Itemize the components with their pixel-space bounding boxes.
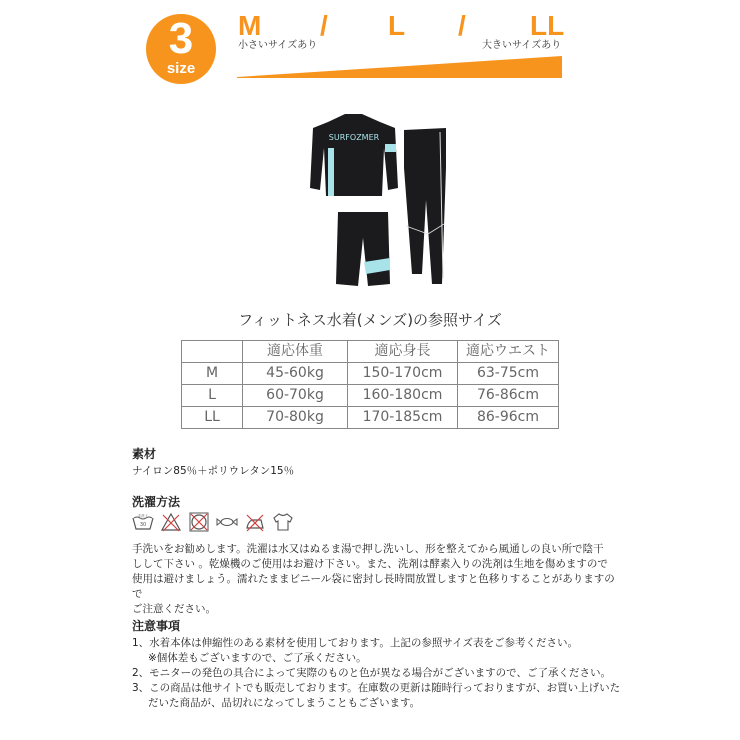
header-cell bbox=[182, 341, 243, 363]
size-m: M bbox=[238, 10, 262, 41]
no-iron-icon bbox=[244, 512, 266, 532]
weight-cell: 45-60kg bbox=[243, 363, 348, 385]
header-cell-height: 適応身長 bbox=[348, 341, 458, 363]
note-item: ※個体差もございますので、ご了承ください。 bbox=[148, 652, 367, 664]
badge-label: size bbox=[166, 60, 196, 77]
height-cell: 170-185cm bbox=[348, 407, 458, 429]
swimsuit-set-image bbox=[300, 108, 450, 298]
washing-heading: 洗濯方法 bbox=[132, 495, 181, 509]
table-header-row bbox=[182, 341, 559, 363]
washing-line: 手洗いをお勧めします。洗濯は水又はぬるま湯で押し洗いし、形を整えてから風通しの良い所で陰干 bbox=[132, 543, 604, 555]
weight-cell: 60-70kg bbox=[243, 385, 348, 407]
note-item: 1、水着本体は伸縮性のある素材を使用しております。上記の参照サイズ表をご参考ください。 bbox=[132, 637, 578, 649]
no-bleach-icon bbox=[160, 512, 182, 532]
size-ll: LL bbox=[530, 10, 565, 41]
size-chart-table bbox=[181, 340, 559, 429]
washing-line: ご注意ください。 bbox=[132, 603, 216, 615]
notes-heading: 注意事項 bbox=[132, 619, 181, 633]
size-cell: LL bbox=[182, 407, 243, 429]
size-count-badge bbox=[146, 14, 216, 84]
small-size-caption: 小さいサイズあり bbox=[238, 40, 318, 51]
size-cell: M bbox=[182, 363, 243, 385]
washing-line: しして下さい 。乾燥機のご使用はお避け下さい。また、洗剤は酵素入りの洗剤は生地を傷めますので bbox=[132, 558, 608, 570]
header-cell-weight: 適応体重 bbox=[243, 341, 348, 363]
table-row bbox=[182, 385, 559, 407]
header-cell-waist: 適応ウエスト bbox=[458, 341, 559, 363]
care-icons bbox=[132, 512, 294, 532]
note-item: 2、モニターの発色の具合によって実際のものと色が異なる場合がございますので、ご了承ください。 bbox=[132, 667, 611, 679]
wring-gently-icon bbox=[216, 512, 238, 532]
size-table-title: フィットネス水着(メンズ)の参照サイズ bbox=[238, 311, 502, 329]
size-separator: / bbox=[320, 10, 328, 41]
hang-dry-icon bbox=[272, 512, 294, 532]
material-text: ナイロン85％＋ポリウレタン15％ bbox=[132, 465, 295, 477]
waist-cell: 76-86cm bbox=[458, 385, 559, 407]
washing-line: 使用は避けましょう。濡れたままビニール袋に密封し長時間放置しますと色移りすることがありますので bbox=[132, 573, 615, 600]
note-item: 3、この商品は他サイトでも販売しております。在庫数の更新は随時行っておりますが、お買い上げいた bbox=[132, 682, 621, 694]
large-size-caption: 大きいサイズあり bbox=[482, 40, 562, 51]
washing-instructions bbox=[132, 542, 622, 617]
size-cell: L bbox=[182, 385, 243, 407]
height-cell: 150-170cm bbox=[348, 363, 458, 385]
note-item: だいた商品が、品切れになってしまうこともございます。 bbox=[148, 697, 421, 709]
no-tumble-dry-icon bbox=[188, 512, 210, 532]
size-scale-wedge bbox=[237, 56, 562, 78]
table-row bbox=[182, 407, 559, 429]
badge-number: 3 bbox=[168, 14, 194, 63]
height-cell: 160-180cm bbox=[348, 385, 458, 407]
size-l: L bbox=[388, 10, 406, 41]
waist-cell: 86-96cm bbox=[458, 407, 559, 429]
hand-wash-30-icon bbox=[132, 512, 154, 532]
size-separator: / bbox=[458, 10, 466, 41]
brand-print: SURFOZMER bbox=[328, 133, 380, 142]
table-row bbox=[182, 363, 559, 385]
hand-wash-temp: 30 bbox=[139, 522, 147, 528]
notes-list bbox=[132, 636, 632, 711]
hand-wash-label: 手洗イ bbox=[137, 514, 149, 518]
weight-cell: 70-80kg bbox=[243, 407, 348, 429]
waist-cell: 63-75cm bbox=[458, 363, 559, 385]
material-heading: 素材 bbox=[132, 447, 157, 461]
